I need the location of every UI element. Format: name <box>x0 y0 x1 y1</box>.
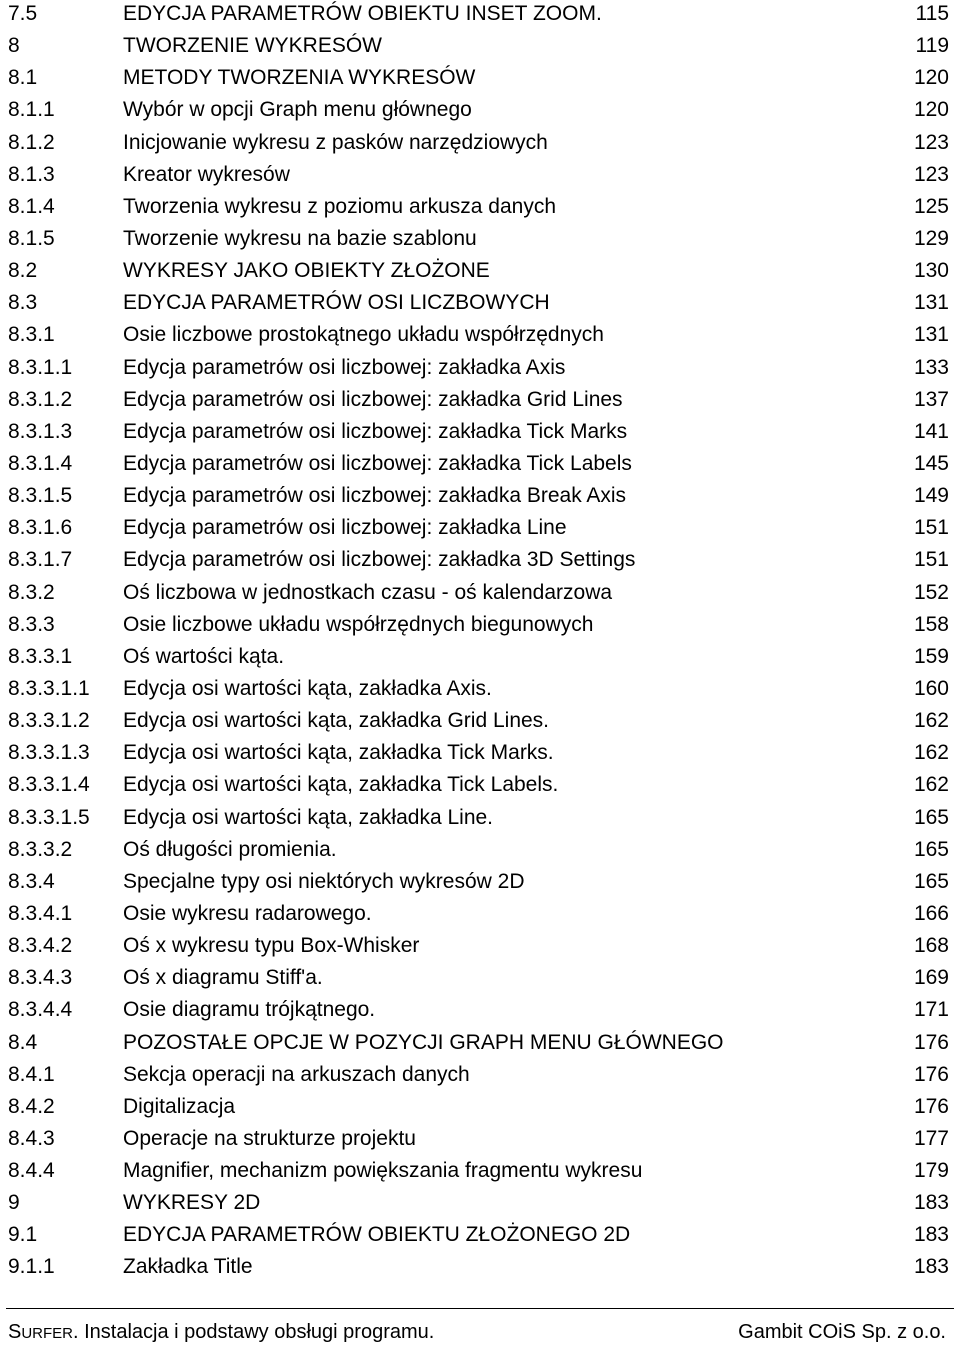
toc-entry <box>0 1187 960 1219</box>
toc-entry-number: 8.1 <box>8 66 38 90</box>
toc-entry-number: 8.4.4 <box>8 1159 55 1183</box>
toc-entry-title: EDYCJA PARAMETRÓW OSI LICZBOWYCH <box>123 291 550 315</box>
toc-entry-number: 8.3.4.2 <box>8 934 73 958</box>
toc-entry-title: Edycja osi wartości kąta, zakładka Tick Labels. <box>123 773 559 797</box>
toc-entry <box>0 834 960 866</box>
toc-entry <box>0 448 960 480</box>
toc-entry <box>0 673 960 705</box>
toc-entry-title: Edycja parametrów osi liczbowej: zakładka Tick Marks <box>123 419 628 443</box>
toc-entry-page-number: 162 <box>913 709 949 733</box>
toc-entry-title: Edycja parametrów osi liczbowej: zakładka Axis <box>123 355 566 379</box>
toc-entry-number: 8.1.5 <box>8 226 55 250</box>
footer-product-initial: S <box>8 1321 22 1343</box>
toc-entry <box>0 994 960 1026</box>
toc-entry <box>0 802 960 834</box>
toc-entry-number: 8.1.1 <box>8 98 55 122</box>
toc-entry-title: METODY TWORZENIA WYKRESÓW <box>123 66 476 90</box>
toc-entry-title: WYKRESY 2D <box>123 1191 261 1215</box>
toc-entry-page-number: 162 <box>913 773 949 797</box>
toc-entry-number: 8.3.3.1.1 <box>8 676 90 700</box>
toc-entry <box>0 577 960 609</box>
toc-entry-title: Sekcja operacji na arkuszach danych <box>123 1062 470 1086</box>
toc-entry-number: 8.4 <box>8 1030 38 1054</box>
toc-entry-page-number: 165 <box>913 805 949 829</box>
toc-entry-title: Zakładka Title <box>123 1255 253 1279</box>
toc-entry-number: 8.3.1.1 <box>8 355 73 379</box>
toc-entry <box>0 930 960 962</box>
toc-entry-number: 8.3.3.1 <box>8 644 73 668</box>
toc-entry-page-number: 131 <box>913 323 949 347</box>
toc-entry-title: Edycja parametrów osi liczbowej: zakładka Line <box>123 516 567 540</box>
toc-entry <box>0 769 960 801</box>
toc-entry-number: 8.3.3.1.4 <box>8 773 90 797</box>
footer-document-title <box>8 1318 434 1348</box>
toc-entry-page-number: 176 <box>913 1062 949 1086</box>
toc-entry-number: 9 <box>8 1191 20 1215</box>
toc-entry-title: Edycja osi wartości kąta, zakładka Tick Marks. <box>123 741 554 765</box>
toc-entry <box>0 962 960 994</box>
toc-entry-title: Edycja osi wartości kąta, zakładka Grid Lines. <box>123 709 550 733</box>
toc-entry-number: 8.4.1 <box>8 1062 55 1086</box>
toc-entry <box>0 641 960 673</box>
toc-entry-page-number: 133 <box>913 355 949 379</box>
toc-entry-number: 8.3.1.7 <box>8 548 73 572</box>
toc-entry-page-number: 129 <box>913 226 949 250</box>
toc-entry-page-number: 120 <box>913 98 949 122</box>
toc-entry-page-number: 149 <box>913 484 949 508</box>
toc-entry-number: 8.4.3 <box>8 1126 55 1150</box>
toc-entry-number: 7.5 <box>8 2 38 25</box>
page-footer <box>0 1318 960 1346</box>
toc-entry-title: Oś wartości kąta. <box>123 644 285 668</box>
toc-entry-page-number: 158 <box>913 612 949 636</box>
toc-entry-number: 8 <box>8 34 20 58</box>
toc-entry-number: 9.1.1 <box>8 1255 55 1279</box>
toc-entry <box>0 512 960 544</box>
toc-entry-title: WYKRESY JAKO OBIEKTY ZŁOŻONE <box>123 259 490 283</box>
toc-entry-page-number: 137 <box>913 387 949 411</box>
toc-entry-page-number: 151 <box>913 548 949 572</box>
toc-entry <box>0 319 960 351</box>
footer-document-subtitle: . Instalacja i podstawy obsługi programu. <box>73 1321 435 1343</box>
toc-entry <box>0 191 960 223</box>
toc-entry <box>0 223 960 255</box>
toc-entry <box>0 1059 960 1091</box>
toc-entry-title: POZOSTAŁE OPCJE W POZYCJI GRAPH MENU GŁÓWNEGO <box>123 1030 724 1054</box>
toc-entry-number: 8.3.2 <box>8 580 55 604</box>
toc-entry-title: Inicjowanie wykresu z pasków narzędziowych <box>123 130 548 154</box>
toc-entry-title: Edycja parametrów osi liczbowej: zakładka Break Axis <box>123 484 627 508</box>
toc-entry-number: 8.3.4.3 <box>8 966 73 990</box>
footer-divider <box>6 1308 954 1309</box>
toc-entry-title: EDYCJA PARAMETRÓW OBIEKTU ZŁOŻONEGO 2D <box>123 1223 631 1247</box>
toc-entry-title: Tworzenie wykresu na bazie szablonu <box>123 226 477 250</box>
toc-entry-title: Oś długości promienia. <box>123 837 337 861</box>
toc-entry-page-number: 179 <box>913 1159 949 1183</box>
toc-entry-page-number: 125 <box>913 194 949 218</box>
toc-entry-title: Digitalizacja <box>123 1094 236 1118</box>
toc-entry <box>0 705 960 737</box>
toc-entry-page-number: 183 <box>913 1223 949 1247</box>
toc-entry <box>0 609 960 641</box>
toc-entry-title: Oś x wykresu typu Box-Whisker <box>123 934 420 958</box>
toc-entry-title: Operacje na strukturze projektu <box>123 1126 416 1150</box>
toc-entry <box>0 30 960 62</box>
toc-entry-number: 9.1 <box>8 1223 38 1247</box>
toc-entry-page-number: 151 <box>913 516 949 540</box>
toc-entry-page-number: 169 <box>913 966 949 990</box>
toc-entry-number: 8.3.3.2 <box>8 837 73 861</box>
toc-entry-page-number: 176 <box>913 1030 949 1054</box>
toc-entry-title: TWORZENIE WYKRESÓW <box>123 34 382 58</box>
toc-entry <box>0 94 960 126</box>
footer-product-smallcaps: URFER <box>21 1325 74 1342</box>
toc-entry-title: Kreator wykresów <box>123 162 290 186</box>
toc-entry-page-number: 160 <box>913 676 949 700</box>
toc-entry-page-number: 176 <box>913 1094 949 1118</box>
toc-entry-title: Edycja parametrów osi liczbowej: zakładka Tick Labels <box>123 451 632 475</box>
toc-entry-page-number: 123 <box>913 162 949 186</box>
toc-entry-page-number: 165 <box>913 837 949 861</box>
toc-entry-page-number: 141 <box>913 419 949 443</box>
toc-entry-number: 8.3.3.1.5 <box>8 805 90 829</box>
toc-entry-title: Edycja osi wartości kąta, zakładka Line. <box>123 805 494 829</box>
toc-entry-number: 8.3.1.5 <box>8 484 73 508</box>
toc-entry-page-number: 145 <box>913 451 949 475</box>
toc-entry-page-number: 115 <box>915 2 949 25</box>
toc-entry-page-number: 162 <box>913 741 949 765</box>
toc-entry-page-number: 165 <box>913 869 949 893</box>
toc-entry <box>0 544 960 576</box>
toc-entry-title: Edycja osi wartości kąta, zakładka Axis. <box>123 676 492 700</box>
toc-entry <box>0 1091 960 1123</box>
toc-entry <box>0 62 960 94</box>
toc-entry-page-number: 131 <box>913 291 949 315</box>
toc-entry-title: Tworzenia wykresu z poziomu arkusza danych <box>123 194 557 218</box>
toc-entry-number: 8.3.1.2 <box>8 387 73 411</box>
toc-entry-page-number: 159 <box>913 644 949 668</box>
toc-entry <box>0 1027 960 1059</box>
toc-entry-number: 8.1.2 <box>8 130 55 154</box>
toc-entry <box>0 287 960 319</box>
toc-entry-number: 8.3 <box>8 291 38 315</box>
toc-entry <box>0 384 960 416</box>
toc-entry-number: 8.3.3 <box>8 612 55 636</box>
toc-entry-number: 8.2 <box>8 259 38 283</box>
toc-entry-number: 8.3.3.1.2 <box>8 709 90 733</box>
toc-entry-page-number: 177 <box>913 1126 949 1150</box>
toc-entry-page-number: 152 <box>913 580 949 604</box>
toc-entry <box>0 866 960 898</box>
toc-entry-title: Magnifier, mechanizm powiększania fragmentu wykresu <box>123 1159 643 1183</box>
toc-entry <box>0 480 960 512</box>
toc-entry-page-number: 183 <box>913 1255 949 1279</box>
toc-entry <box>0 159 960 191</box>
toc-entry-title: Osie wykresu radarowego. <box>123 901 372 925</box>
toc-entry-page-number: 130 <box>913 259 949 283</box>
toc-entry-page-number: 171 <box>913 998 949 1022</box>
toc-entry-title: Wybór w opcji Graph menu głównego <box>123 98 472 122</box>
toc-entry-number: 8.3.1.3 <box>8 419 73 443</box>
toc-entry <box>0 127 960 159</box>
toc-entry <box>0 737 960 769</box>
toc-entry-page-number: 120 <box>913 66 949 90</box>
toc-entry <box>0 1123 960 1155</box>
toc-entry-title: Osie diagramu trójkątnego. <box>123 998 376 1022</box>
toc-entry-title: Oś x diagramu Stiff'a. <box>123 966 323 990</box>
toc-entry <box>0 1219 960 1251</box>
toc-entry-number: 8.3.3.1.3 <box>8 741 90 765</box>
toc-entry-page-number: 183 <box>913 1191 949 1215</box>
toc-entry-title: Osie liczbowe układu współrzędnych biegunowych <box>123 612 594 636</box>
toc-entry-number: 8.3.4.1 <box>8 901 73 925</box>
toc-entry <box>0 416 960 448</box>
toc-entry-title: Edycja parametrów osi liczbowej: zakładka 3D Settings <box>123 548 636 572</box>
toc-entry <box>0 1251 960 1283</box>
toc-entry-title: Edycja parametrów osi liczbowej: zakładka Grid Lines <box>123 387 623 411</box>
toc-entry-page-number: 168 <box>913 934 949 958</box>
toc-entry-number: 8.3.1.4 <box>8 451 73 475</box>
toc-entry-number: 8.3.4 <box>8 869 55 893</box>
toc-entry-title: Oś liczbowa w jednostkach czasu - oś kalendarzowa <box>123 580 613 604</box>
toc-entry-page-number: 119 <box>915 34 949 58</box>
toc-entry <box>0 0 960 30</box>
toc-entry-number: 8.3.4.4 <box>8 998 73 1022</box>
toc-entry-page-number: 123 <box>913 130 949 154</box>
toc-entry <box>0 255 960 287</box>
toc-entry <box>0 898 960 930</box>
toc-entry-number: 8.1.4 <box>8 194 55 218</box>
toc-entry-number: 8.1.3 <box>8 162 55 186</box>
footer-company-name: Gambit COiS Sp. z o.o. <box>738 1321 946 1343</box>
toc-entry-number: 8.3.1.6 <box>8 516 73 540</box>
toc-entry-number: 8.4.2 <box>8 1094 55 1118</box>
toc-entry-title: Osie liczbowe prostokątnego układu współrzędnych <box>123 323 604 347</box>
toc-entry <box>0 352 960 384</box>
toc-entry-title: EDYCJA PARAMETRÓW OBIEKTU INSET ZOOM. <box>123 2 602 25</box>
toc-entry-title: Specjalne typy osi niektórych wykresów 2D <box>123 869 525 893</box>
toc-entry <box>0 1155 960 1187</box>
toc-entry-number: 8.3.1 <box>8 323 55 347</box>
toc-entry-page-number: 166 <box>913 901 949 925</box>
